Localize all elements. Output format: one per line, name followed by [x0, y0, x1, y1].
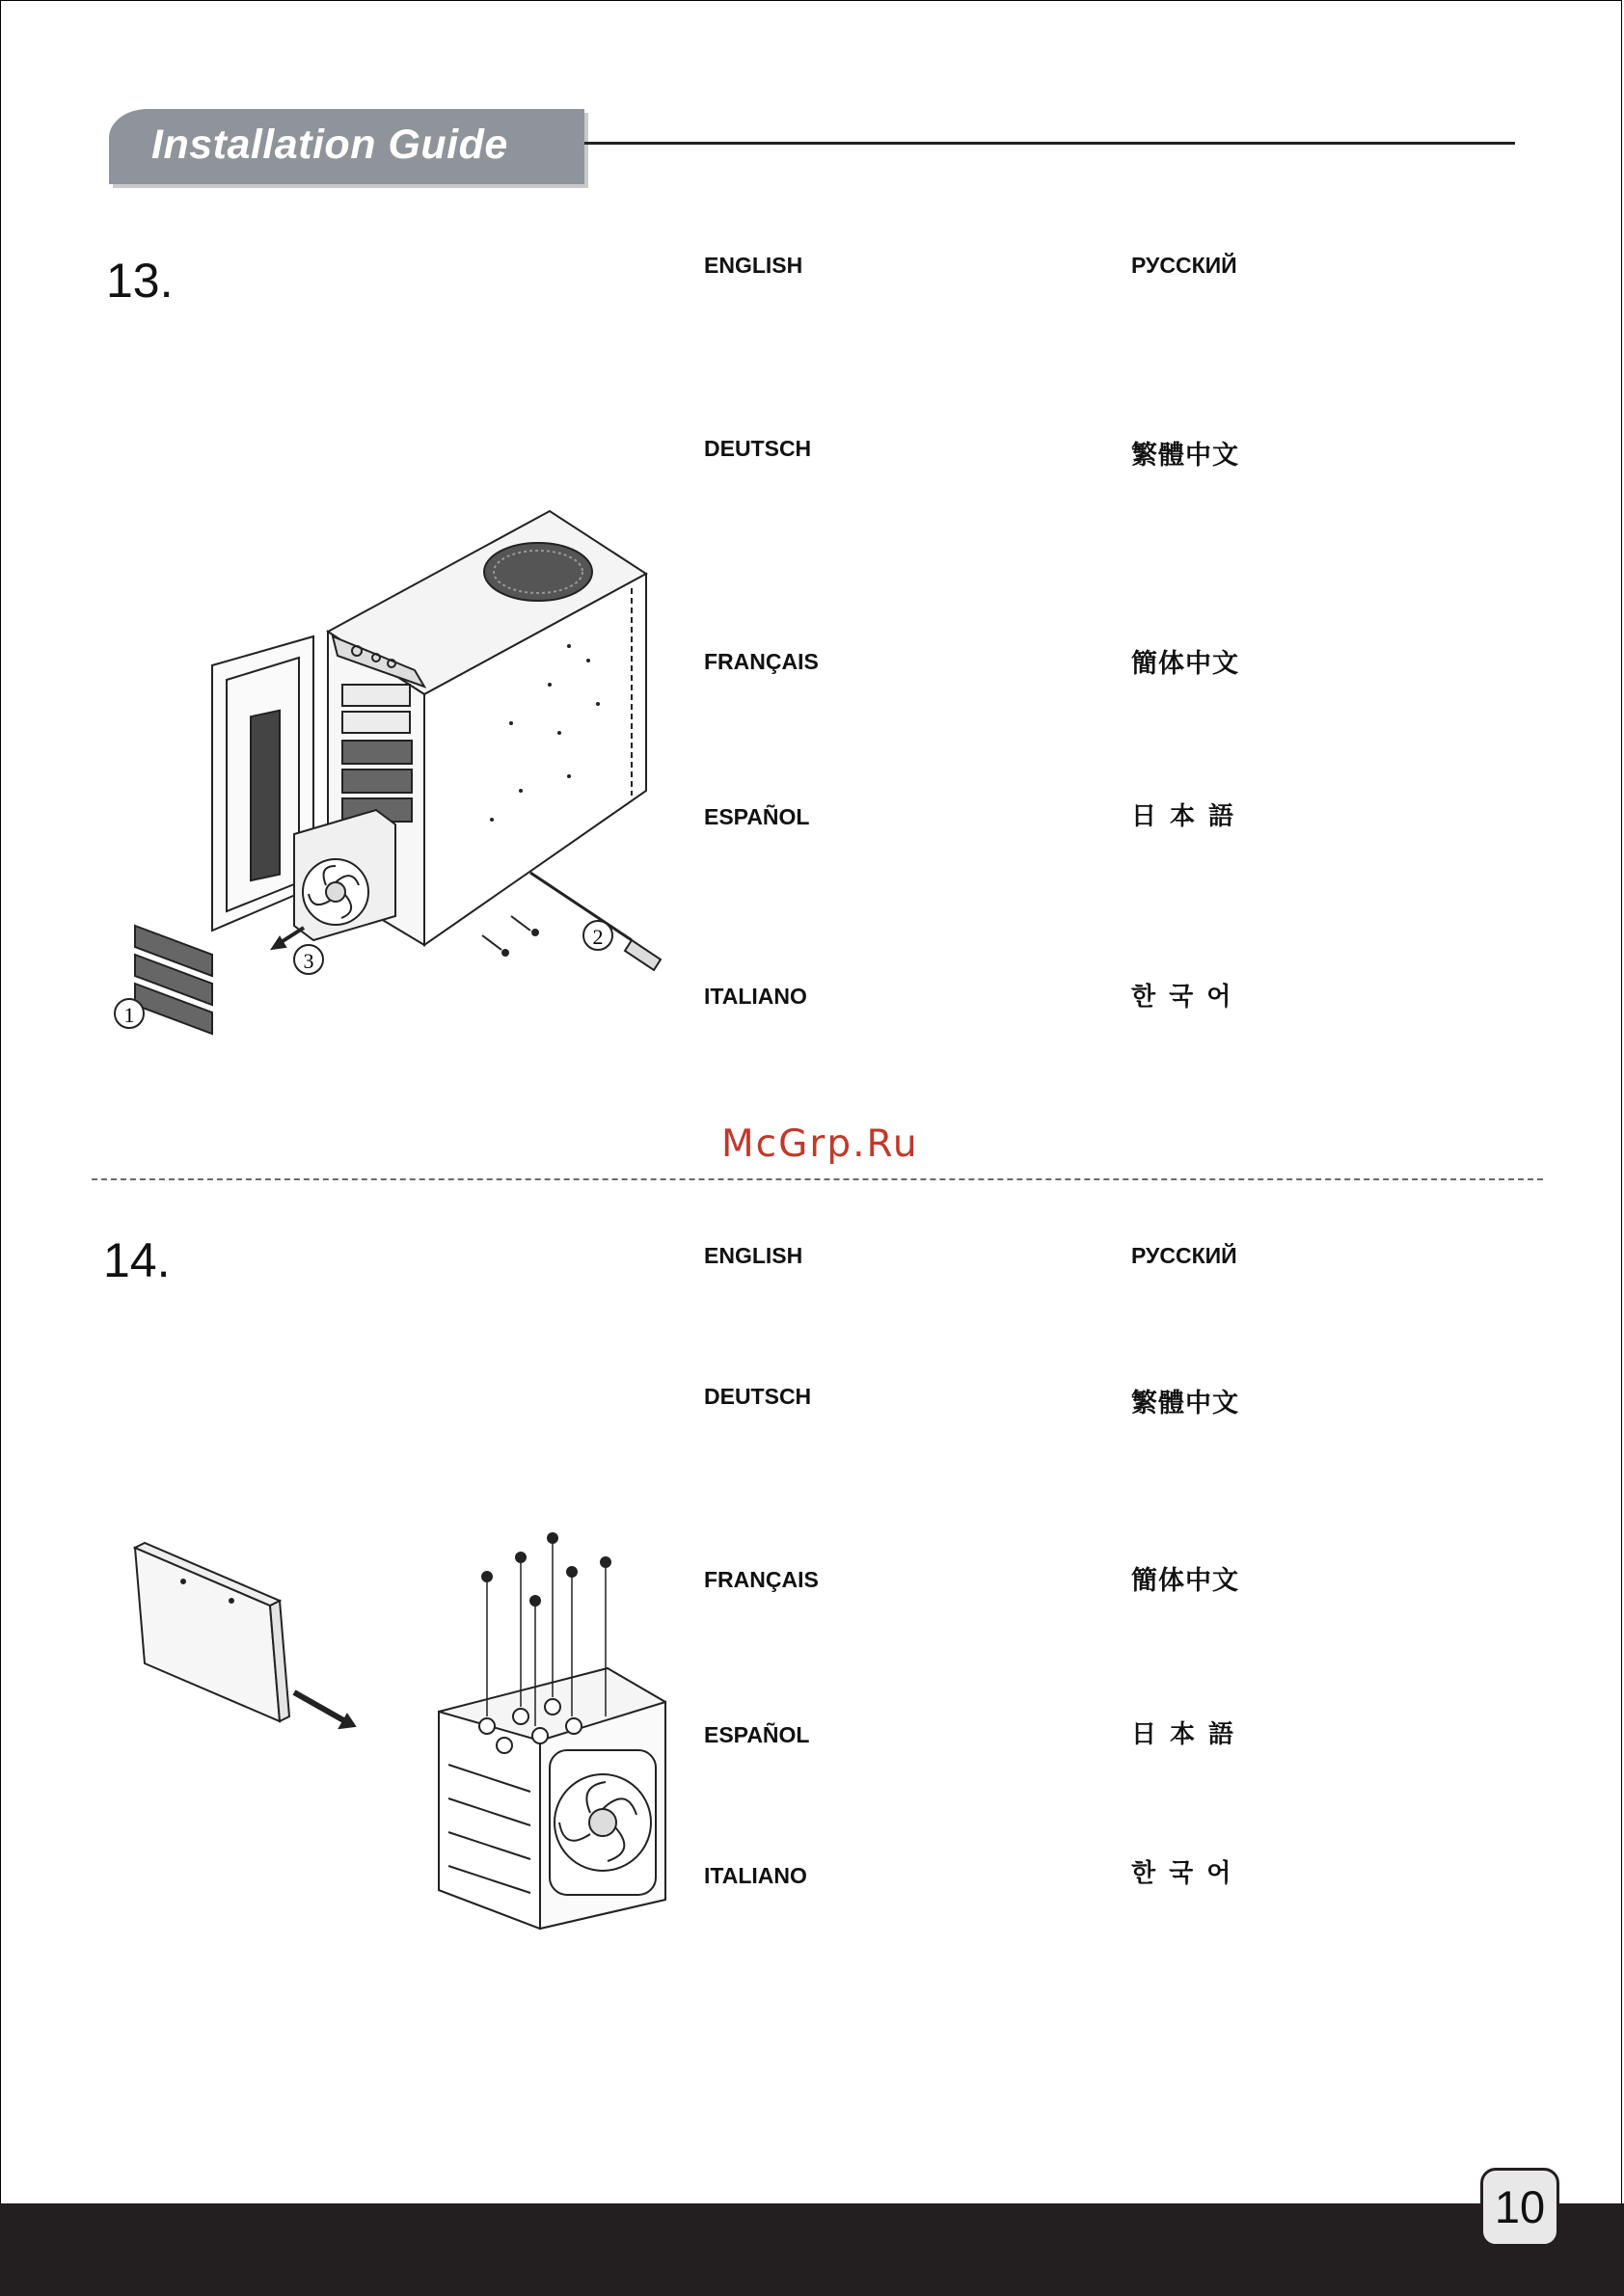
header-rule [584, 142, 1515, 145]
step13-japanese-label: 日本語 [1131, 801, 1248, 830]
step14-french-label: FRANÇAIS [704, 1567, 819, 1592]
step13-french-label: FRANÇAIS [704, 649, 819, 674]
step13-trad-chinese-label: 繁體中文 [1131, 441, 1239, 470]
step14-spanish-label: ESPAÑOL [704, 1722, 810, 1747]
step14-russian-label: РУССКИЙ [1131, 1243, 1237, 1268]
step13-english-label: ENGLISH [704, 253, 803, 278]
callout-1-label: 1 [123, 1003, 135, 1027]
step14-german-label: DEUTSCH [704, 1384, 812, 1409]
callout-3-label: 3 [303, 949, 314, 973]
step14-english-label: ENGLISH [704, 1243, 803, 1268]
step13-simp-chinese-label: 簡体中文 [1131, 649, 1239, 678]
step14-simp-chinese-label: 簡体中文 [1131, 1566, 1239, 1595]
step14-drive-cage-illustration [125, 1533, 685, 1938]
step13-spanish-label: ESPAÑOL [704, 804, 810, 829]
step13-german-label: DEUTSCH [704, 436, 812, 461]
step13-russian-label: РУССКИЙ [1131, 253, 1237, 278]
step-14-number: 14. [103, 1233, 171, 1287]
page-number: 10 [1480, 2168, 1559, 2247]
footer-band [0, 2203, 1624, 2296]
callout-2-label: 2 [592, 925, 604, 949]
step13-italian-label: ITALIANO [704, 984, 807, 1009]
step-13-number: 13. [106, 254, 174, 308]
step13-korean-label: 한국어 [1131, 982, 1245, 1011]
step14-korean-label: 한국어 [1131, 1858, 1245, 1887]
page-title: Installation Guide [151, 122, 508, 168]
watermark: McGrp.Ru [721, 1122, 919, 1166]
step14-japanese-label: 日本語 [1131, 1719, 1248, 1748]
step13-chassis-illustration [106, 501, 685, 1041]
step14-trad-chinese-label: 繁體中文 [1131, 1389, 1239, 1418]
step14-italian-label: ITALIANO [704, 1863, 807, 1888]
section-separator [92, 1178, 1543, 1180]
